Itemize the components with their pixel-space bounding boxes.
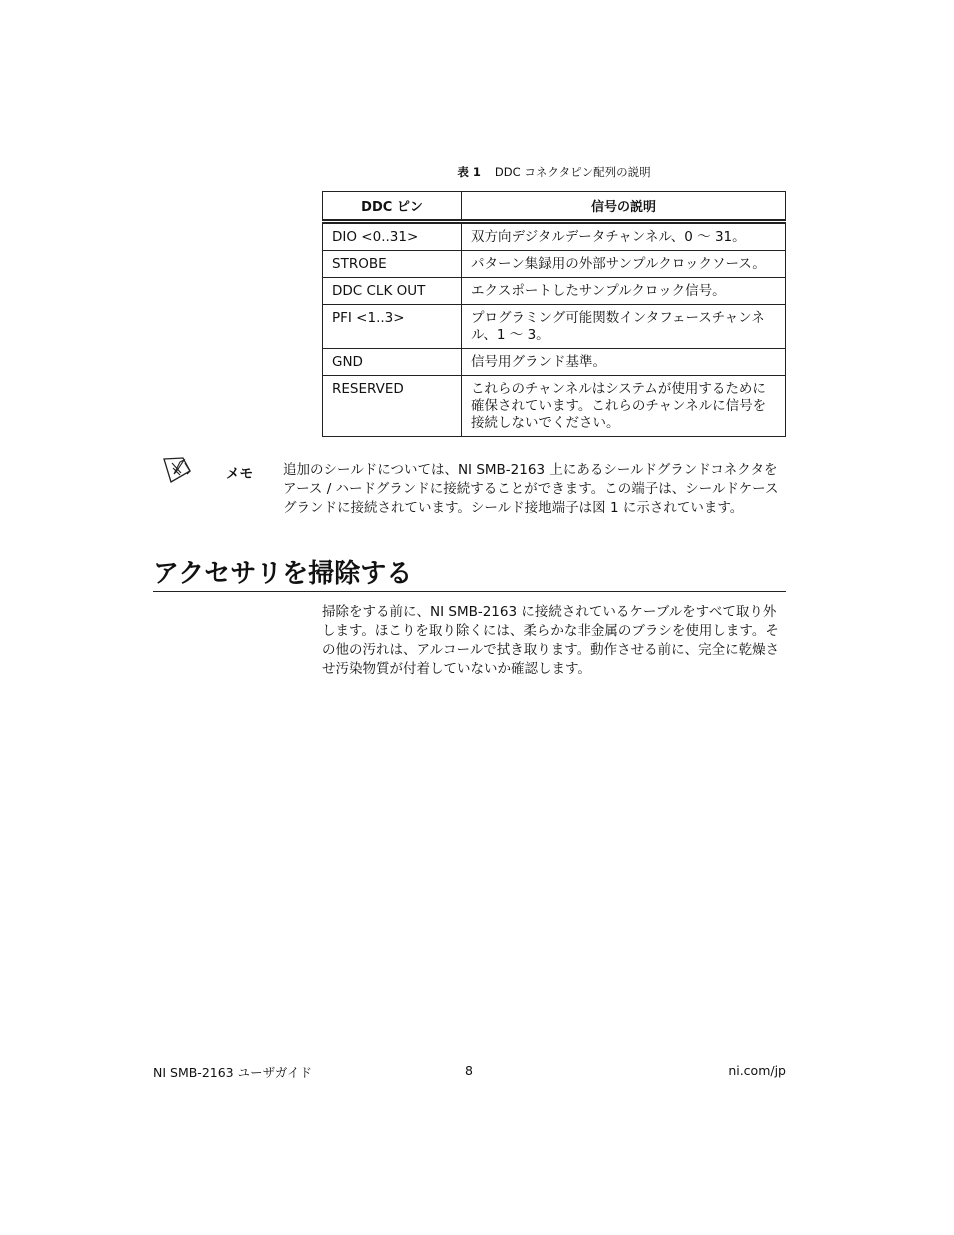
table-number: 表 1: [457, 165, 481, 179]
note-text: 追加のシールドについては、NI SMB-2163 上にあるシールドグランドコネクタをアース / ハードグランドに接続することができます。この端子は、シールドケースグランドに接続されています。シールド接地端子は図 1 に示されています。: [283, 462, 779, 516]
table-row: [323, 222, 786, 251]
pin-cell: GND: [323, 349, 462, 376]
pin-cell: STROBE: [323, 251, 462, 278]
header-pin: DDC ピン: [323, 192, 462, 222]
table-row: [323, 305, 786, 349]
pin-table: [322, 191, 786, 437]
table-row: [323, 376, 786, 437]
footer-url: ni.com/jp: [728, 1063, 786, 1078]
page-number: 8: [465, 1063, 473, 1078]
table-header-row: [323, 192, 786, 222]
description-cell: 双方向デジタルデータチャンネル、0 〜 31。: [462, 222, 786, 251]
header-description: 信号の説明: [462, 192, 786, 222]
table-row: [323, 349, 786, 376]
table-row: [323, 251, 786, 278]
pin-cell: DIO <0..31>: [323, 222, 462, 251]
table-caption: [322, 164, 786, 180]
description-cell: プログラミング可能関数インタフェースチャンネル、1 〜 3。: [462, 305, 786, 349]
pin-cell: DDC CLK OUT: [323, 278, 462, 305]
description-cell: 信号用グランド基準。: [462, 349, 786, 376]
pin-cell: RESERVED: [323, 376, 462, 437]
section-body: 掃除をする前に、NI SMB-2163 に接続されているケーブルをすべて取り外します。ほこりを取り除くには、柔らかな非金属のブラシを使用します。その他の汚れは、アルコールで拭き取ります。動作させる前に、完全に乾燥させ汚染物質が付着していないか確認します。: [322, 604, 780, 677]
description-cell: これらのチャンネルはシステムが使用するために確保されています。これらのチャンネルに信号を接続しないでください。: [462, 376, 786, 437]
table-title: DDC コネクタピン配列の説明: [494, 165, 651, 179]
note-pencil-icon: [163, 457, 193, 487]
table-row: [323, 278, 786, 305]
pin-cell: PFI <1..3>: [323, 305, 462, 349]
description-cell: エクスポートしたサンプルクロック信号。: [462, 278, 786, 305]
note-label: メモ: [226, 466, 253, 482]
section-heading: アクセサリを掃除する: [153, 557, 786, 592]
footer-title: NI SMB-2163 ユーザガイド: [153, 1065, 312, 1080]
description-cell: パターン集録用の外部サンプルクロックソース。: [462, 251, 786, 278]
